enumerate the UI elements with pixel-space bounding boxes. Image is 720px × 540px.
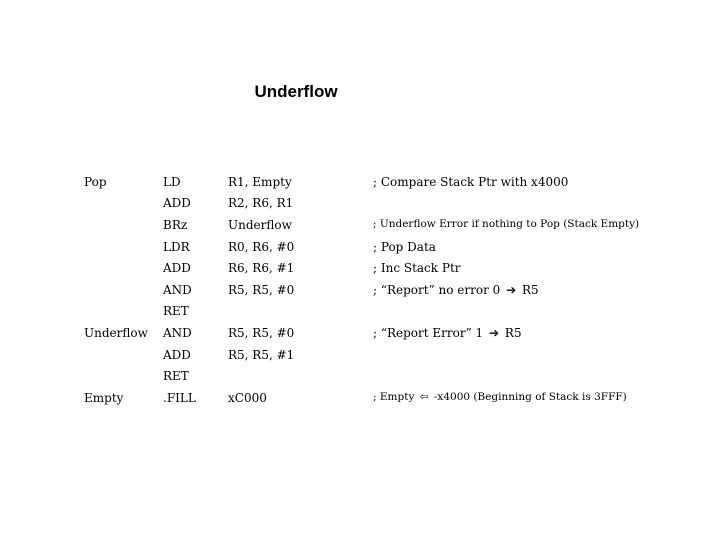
code-label: Empty bbox=[84, 391, 124, 405]
code-opcode: LD bbox=[163, 175, 181, 189]
code-operands: Underflow bbox=[228, 218, 292, 232]
code-opcode: BRz bbox=[163, 218, 188, 232]
code-opcode: AND bbox=[163, 283, 192, 297]
code-comment bbox=[373, 283, 539, 297]
code-line-2 bbox=[0, 196, 720, 216]
comment-text: ; Empty bbox=[373, 391, 415, 403]
code-operands: R5, R5, #1 bbox=[228, 348, 295, 362]
code-comment bbox=[373, 391, 627, 403]
code-opcode: .FILL bbox=[163, 391, 196, 405]
code-comment: ; Pop Data bbox=[373, 240, 436, 254]
comment-text: ; “Report” no error 0 bbox=[373, 283, 501, 297]
code-operands: R5, R5, #0 bbox=[228, 283, 295, 297]
code-opcode: RET bbox=[163, 369, 189, 383]
code-label: Underflow bbox=[84, 326, 148, 340]
code-line-7 bbox=[0, 304, 720, 324]
right-arrow-icon: ➔ bbox=[506, 283, 517, 297]
code-line-4 bbox=[0, 240, 720, 260]
code-comment bbox=[373, 326, 522, 340]
code-comment: ; Underflow Error if nothing to Pop (Stack Empty) bbox=[373, 218, 640, 230]
code-opcode: ADD bbox=[163, 261, 191, 275]
code-operands: xC000 bbox=[228, 391, 267, 405]
code-line-9 bbox=[0, 348, 720, 368]
code-operands: R1, Empty bbox=[228, 175, 292, 189]
code-comment: ; Compare Stack Ptr with x4000 bbox=[373, 175, 569, 189]
code-opcode: LDR bbox=[163, 240, 190, 254]
comment-text: R5 bbox=[504, 326, 522, 340]
comment-text: -x4000 (Beginning of Stack is 3FFF) bbox=[433, 391, 627, 403]
right-arrow-icon: ➔ bbox=[489, 326, 500, 340]
code-operands: R0, R6, #0 bbox=[228, 240, 295, 254]
comment-text: R5 bbox=[522, 283, 539, 297]
slide-title: Underflow bbox=[254, 82, 338, 101]
code-operands: R5, R5, #0 bbox=[228, 326, 295, 340]
code-operands: R6, R6, #1 bbox=[228, 261, 295, 275]
code-operands: R2, R6, R1 bbox=[228, 196, 294, 210]
code-comment: ; Inc Stack Ptr bbox=[373, 261, 461, 275]
comment-text: ; “Report Error” 1 bbox=[373, 326, 484, 340]
code-line-6 bbox=[0, 283, 720, 303]
code-line-10 bbox=[0, 369, 720, 389]
code-opcode: RET bbox=[163, 304, 189, 318]
code-opcode: ADD bbox=[163, 196, 191, 210]
code-line-1 bbox=[0, 175, 720, 195]
code-line-5 bbox=[0, 261, 720, 281]
code-line-3 bbox=[0, 218, 720, 238]
left-arrow-icon: ⇦ bbox=[419, 391, 429, 403]
code-opcode: AND bbox=[163, 326, 192, 340]
code-line-11 bbox=[0, 391, 720, 411]
code-label: Pop bbox=[84, 175, 107, 189]
code-opcode: ADD bbox=[163, 348, 191, 362]
code-line-8 bbox=[0, 326, 720, 346]
